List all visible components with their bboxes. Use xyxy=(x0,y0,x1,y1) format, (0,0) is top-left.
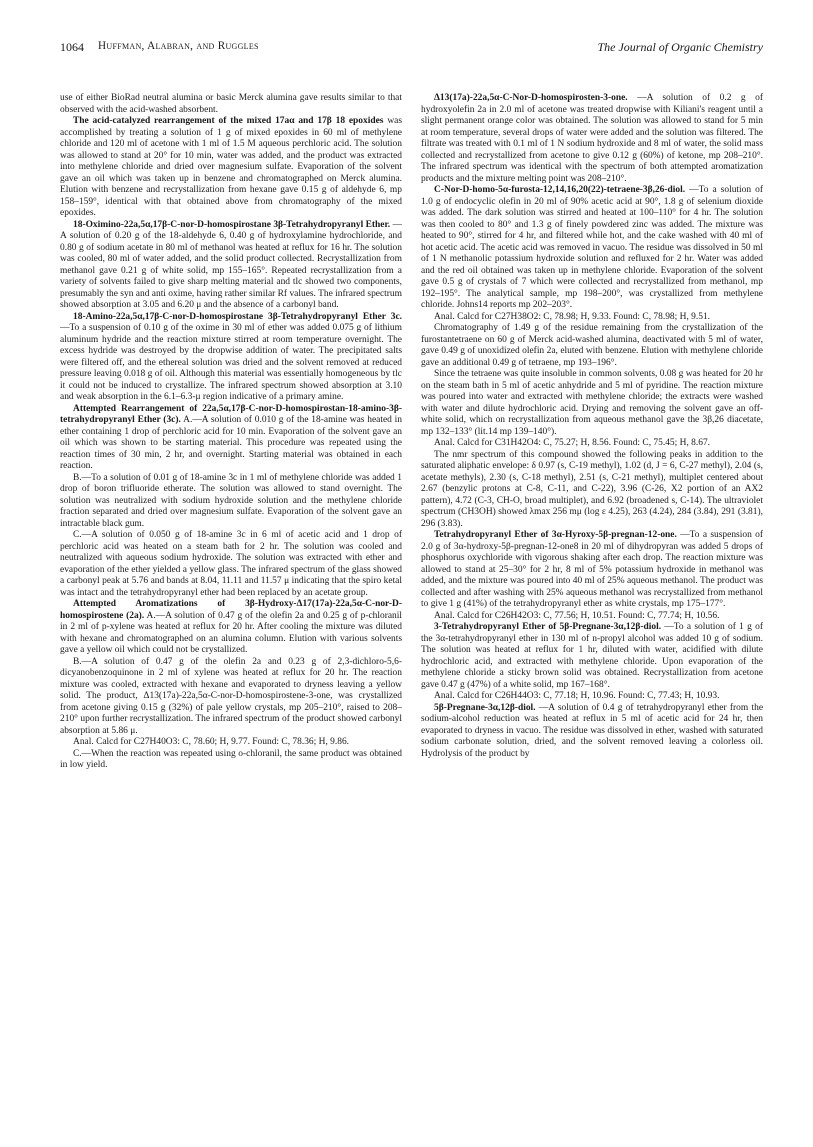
paragraph-heading: 3-Tetrahydropyranyl Ether of 5β-Pregnane-3α,12β-diol. xyxy=(434,622,662,632)
paragraph-text: B.—To a solution of 0.01 g of 18-amine 3c in 1 ml of methylene chloride was added 1 drop of boron trifluoride etherate. The solution was allowed to stand overnight. The solution was neutralized with sodium hydroxide solution and the methylene chloride fraction separated and dried over magnesium sulfate. Evaporation of the solvent gave an intractable black gum. xyxy=(60,472,402,529)
paragraph-heading: 5β-Pregnane-3α,12β-diol. xyxy=(434,702,536,713)
paragraph xyxy=(421,691,763,703)
right-column xyxy=(421,93,763,1097)
paragraph xyxy=(60,93,402,116)
paragraph xyxy=(60,116,402,220)
paragraph-text: —To a suspension of 2.0 g of 3α-hydroxy-5β-pregnan-12-one8 in 20 ml of dihydropyran was added 5 drops of phosphorus oxychloride with vigorous shaking after each drop. The reaction mixture was allowed to stand at 25–30° for 2 hr, 8 ml of 5% potassium hydroxide in methanol was added, and the mixture was poured into 40 ml of 25% aqueous methanol. The product was collected and after washing with 25% aqueous methanol was recrystallized from methanol to give 1 g (41%) of the tetrahydropyranyl ether as white crystals, mp 175–177°. xyxy=(421,530,763,609)
paragraph-text: —A solution of 0.4 g of tetrahydropyranyl ether from the sodium-alcohol reduction was heated at reflux in 5 ml of acetic acid for 24 hr, then evaporated to dryness in vacuo. The residue was dissolved in ether, washed with saturated sodium carbonate solution, dried, and the solvent removed leaving a colorless oil. Hydrolysis of the product by xyxy=(421,702,763,759)
running-authors: Huffman, Alabran, and Ruggles xyxy=(98,40,259,52)
page-number: 1064 xyxy=(60,40,84,54)
paragraph-text: Chromatography of 1.49 g of the residue remaining from the crystallization of the furostantetraene on 60 g of Merck acid-washed alumina, deactivated with 5 ml of water, gave 0.49 g of unoxidized olefin 2a, eluted with benzene. Elution with methylene chloride gave an additional 0.49 g of tetraene, mp 193–196°. xyxy=(421,323,763,368)
paragraph xyxy=(421,450,763,531)
paragraph xyxy=(60,599,402,657)
paragraph-text: Anal. Calcd for C26H42O3: C, 77.56; H, 10.51. Found: C, 77.74; H, 10.56. xyxy=(434,610,720,621)
paragraph-text: —A solution of 0.2 g of hydroxyolefin 2a in 2.0 ml of acetone was treated dropwise with Kiliani's reagent until a slight permanent orange color was obtained. The solution was allowed to stand for 5 min at room temperature, several drops of water were added and the solution was filtered. The filtrate was treated with 0.1 ml of 1 N sodium hydroxide and 8 ml of water, the solid mass collected and recrystallized from acetone to give 0.12 g (60%) of ketone, mp 208–210°. The infrared spectrum was identical with the spectrum of both attempted aromatization products and the mixture melting point was 208–210°. xyxy=(421,93,763,184)
paragraph xyxy=(60,473,402,531)
paragraph-text: C.—When the reaction was repeated using o-chloranil, the same product was obtained in low yield. xyxy=(60,748,402,770)
paragraph xyxy=(421,622,763,691)
paragraph-text: The nmr spectrum of this compound showed the following peaks in addition to the saturated aliphatic envelope: δ 0.97 (s, C-19 methyl), 1.02 (d, J = 6, C-27 methyl), 2.04 (s, acetate methyls), 2.30 (s, C-18 methyl), 2.51 (s, C-21 methyl), multiplet centered about 2.67 (benzylic protons at C-8, C-11, and C-22), 3.96 (C-26, X2 portion of an AX2 pattern), 4.72 (C-3, CH-O, broad multiplet), and 6.92 (broadened s, C-14). The ultraviolet spectrum (CH3OH) showed λmax 256 mμ (log ε 4.25), 263 (4.24), 284 (3.84), 291 (3.81), 296 (3.83). xyxy=(421,449,763,529)
journal-title: The Journal of Organic Chemistry xyxy=(597,40,763,54)
left-column xyxy=(60,93,402,1097)
paragraph xyxy=(60,749,402,772)
paragraph-text: A.—A solution of 0.010 g of the 18-amine was heated in ether containing 1 drop of perchloric acid for 10 min. Evaporation of the solvent gave an oil which was shown to be starting material. This procedure was repeated using the reaction times of 30 min, 2 hr, and overnight. Starting material was obtained in each reaction. xyxy=(60,415,402,471)
paragraph xyxy=(60,530,402,599)
paragraph-text: —To a suspension of 0.10 g of the oxime in 30 ml of ether was added 0.075 g of lithium aluminum hydride and the reaction mixture stirred at room temperature overnight. The excess hydride was destroyed by the dropwise addition of water. The precipitated salts were filtered off, and the ethereal solution was dried and the solvent removed at reduced pressure leaving 0.018 g of oil. Although this material was essentially homogeneous by tlc it could not be induced to crystallize. The infrared spectrum showed absorption at 3.10 and weak absorption in the 6.1–6.3-μ region indicative of a primary amine. xyxy=(60,323,402,402)
paragraph xyxy=(60,737,402,749)
paragraph-text: B.—A solution of 0.47 g of the olefin 2a and 0.23 g of 2,3-dichloro-5,6-dicyanobenzoquinone in 2 ml of xylene was heated at reflux for 20 hr. The reaction mixture was cooled, extracted with hexane and evaporated to dryness leaving a yellow solid. The product, Δ13(17a)-22a,5α-C-nor-D-homospirostene-3-one, was crystallized from acetone giving 0.15 g (32%) of pale yellow crystals, mp 205–210°, raised to 208–210° upon further recrystallization. The infrared spectrum of the product showed carbonyl absorption at 5.86 μ. xyxy=(60,656,402,736)
paragraph xyxy=(421,323,763,369)
paragraph xyxy=(60,404,402,473)
paragraph-text: Anal. Calcd for C31H42O4: C, 75.27; H, 8.56. Found: C, 75.45; H, 8.67. xyxy=(434,438,711,448)
paragraph-text: Anal. Calcd for C26H44O3: C, 77.18; H, 10.96. Found: C, 77.43; H, 10.93. xyxy=(434,691,720,701)
paragraph xyxy=(421,611,763,623)
paragraph xyxy=(421,703,763,761)
paragraph-text: —To a solution of 1 g of the 3α-tetrahydropyranyl ether in 130 ml of n-propyl alcohol was added 10 g of sodium. The solution was heated at reflux for 1 hr, diluted with water, acidified with dilute hydrochloric acid, and extracted with methylene chloride. Upon evaporation of the methylene chloride a sticky brown solid was obtained. Recrystallization from acetone gave 0.47 g (47%) of a white solid, mp 167–168°. xyxy=(421,622,763,690)
paragraph xyxy=(421,312,763,324)
paragraph xyxy=(60,657,402,738)
paragraph xyxy=(421,93,763,185)
paragraph-text: —A solution of 0.20 g of the 18-aldehyde 6, 0.40 g of hydroxylamine hydrochloride, and 0.80 g of sodium acetate in 80 ml of methanol was heated at reflux for 16 hr. The solution was cooled, 80 ml of water added, and the solid product collected. Recrystallization from methanol gave 0.21 g of white solid, mp 155–165°. Repeated recrystallization from a variety of solvents failed to give sharp melting material and tlc showed two components, presumably the syn and anti oxime, having rather similar Rf values. The infrared spectrum showed absorption at 3.05 and 6.20 μ and the absence of a carbonyl band. xyxy=(60,219,402,310)
paragraph-text: Anal. Calcd for C27H38O2: C, 78.98; H, 9.33. Found: C, 78.98; H, 9.51. xyxy=(434,311,711,322)
paragraph-text: C.—A solution of 0.050 g of 18-amine 3c in 6 ml of acetic acid and 1 drop of perchloric acid was heated on a steam bath for 2 hr. The solution was cooled and neutralized with aqueous sodium hydroxide. The solution was extracted with ether and evaporation of the ether yielded a yellow glass. The infrared spectrum of the glass showed a carbonyl peak at 5.76 and bands at 8.04, 11.11 and 11.57 μ indicating that the spiro ketal was intact and the tetrahydropyranyl ether had been replaced by an acetate group. xyxy=(60,530,402,598)
paragraph-heading: 18-Oximino-22a,5α,17β-C-nor-D-homospirostane 3β-Tetrahydropyranyl Ether. xyxy=(73,219,391,230)
paragraph xyxy=(421,438,763,450)
paragraph-heading: Attempted Rearrangement of 22a,5α,17β-C-nor-D-homospirostan-18-amino-3β-tetrahydropyranyl Ether (3c). xyxy=(60,403,402,425)
paragraph-text: Anal. Calcd for C27H40O3: C, 78.60; H, 9.77. Found: C, 78.36; H, 9.86. xyxy=(73,737,350,747)
paragraph-text: use of either BioRad neutral alumina or basic Merck alumina gave results similar to that observed with the acid-washed absorbent. xyxy=(60,93,402,115)
paragraph-text: Since the tetraene was quite insoluble in common solvents, 0.08 g was heated for 20 hr on the steam bath in 5 ml of acetic anhydride and 5 ml of pyridine. The reaction mixture was poured into water and extracted with methylene chloride; the extracts were washed with water and dilute hydrochloric acid. Drying and removing the solvent gave an off-white solid, which on recrystallization from aqueous methanol gave the 3β,26 diacetate, mp 132–133° (lit.14 mp 139–140°). xyxy=(421,369,763,437)
paragraph xyxy=(60,220,402,312)
paragraph-heading: The acid-catalyzed rearrangement of the mixed 17aα and 17β 18 epoxides xyxy=(73,116,384,126)
paragraph-heading: Δ13(17a)-22a,5α-C-Nor-D-homospirosten-3-one. xyxy=(434,93,628,103)
paragraph-text: was accomplished by treating a solution of 1 g of mixed epoxides in 60 ml of methylene chloride and 120 ml of acetone with 1 ml of 1.5 M aqueous perchloric acid. The solution was allowed to stand at 20° for 10 min, water was added, and the product was extracted into methylene chloride and dried over magnesium sulfate. Evaporation of the solvent gave an oil which was taken up in benzene and chromatographed on Merck alumina. Elution with benzene and recrystallization from hexane gave 0.15 g of aldehyde 6, mp 158–159°, identical with that obtained above from chromatography of the mixed epoxides. xyxy=(60,116,402,218)
paragraph-heading: C-Nor-D-homo-5α-furosta-12,14,16,20(22)-tetraene-3β,26-diol. xyxy=(434,185,686,195)
paragraph-heading: Attempted Aromatizations of 3β-Hydroxy-Δ17(17a)-22a,5α-C-nor-D-homospirostene (2a). xyxy=(60,599,402,621)
paragraph-text: —To a solution of 1.0 g of endocyclic olefin in 20 ml of 90% acetic acid at 90°, 1.8 g of selenium dioxide was added. The dark solution was stirred and heated at 100–110° for 4 hr. The solution was then cooled to 80° and 1.3 g of finely powdered zinc was added. The mixture was heated to 90°, stirred for 4 hr, and filtered while hot, and the cake washed with 40 ml of hot acetic acid. The acetic acid was removed in vacuo. The residue was dissolved in 50 ml of 1 N methanolic potassium hydroxide solution and refluxed for 2 hr. Water was added and the red oil obtained was taken up in methylene chloride. Evaporation of the solvent gave 0.5 g of crystals of 7 which were collected and recrystallized from methanol, mp 192–195°. The analytical sample, mp 198–200°, was crystallized from methylene chloride. Johns14 reports mp 202–203°. xyxy=(421,185,763,310)
paragraph xyxy=(421,530,763,611)
paragraph xyxy=(421,369,763,438)
paragraph xyxy=(421,185,763,312)
paragraph xyxy=(60,312,402,404)
page-header xyxy=(60,40,763,56)
paragraph-text: A.—A solution of 0.47 g of the olefin 2a and 0.25 g of p-chloranil in 2 ml of p-xylene was heated at reflux for 20 hr. After cooling the mixture was diluted with hexane and chromatographed on an alumina column. Elution with various solvents gave a yellow oil which could not be crystallized. xyxy=(60,610,402,655)
paragraph-heading: 18-Amino-22a,5α,17β-C-nor-D-homospirostane 3β-Tetrahydropyranyl Ether 3c. xyxy=(73,311,402,322)
paragraph-heading: Tetrahydropyranyl Ether of 3α-Hyroxy-5β-pregnan-12-one. xyxy=(434,530,677,540)
